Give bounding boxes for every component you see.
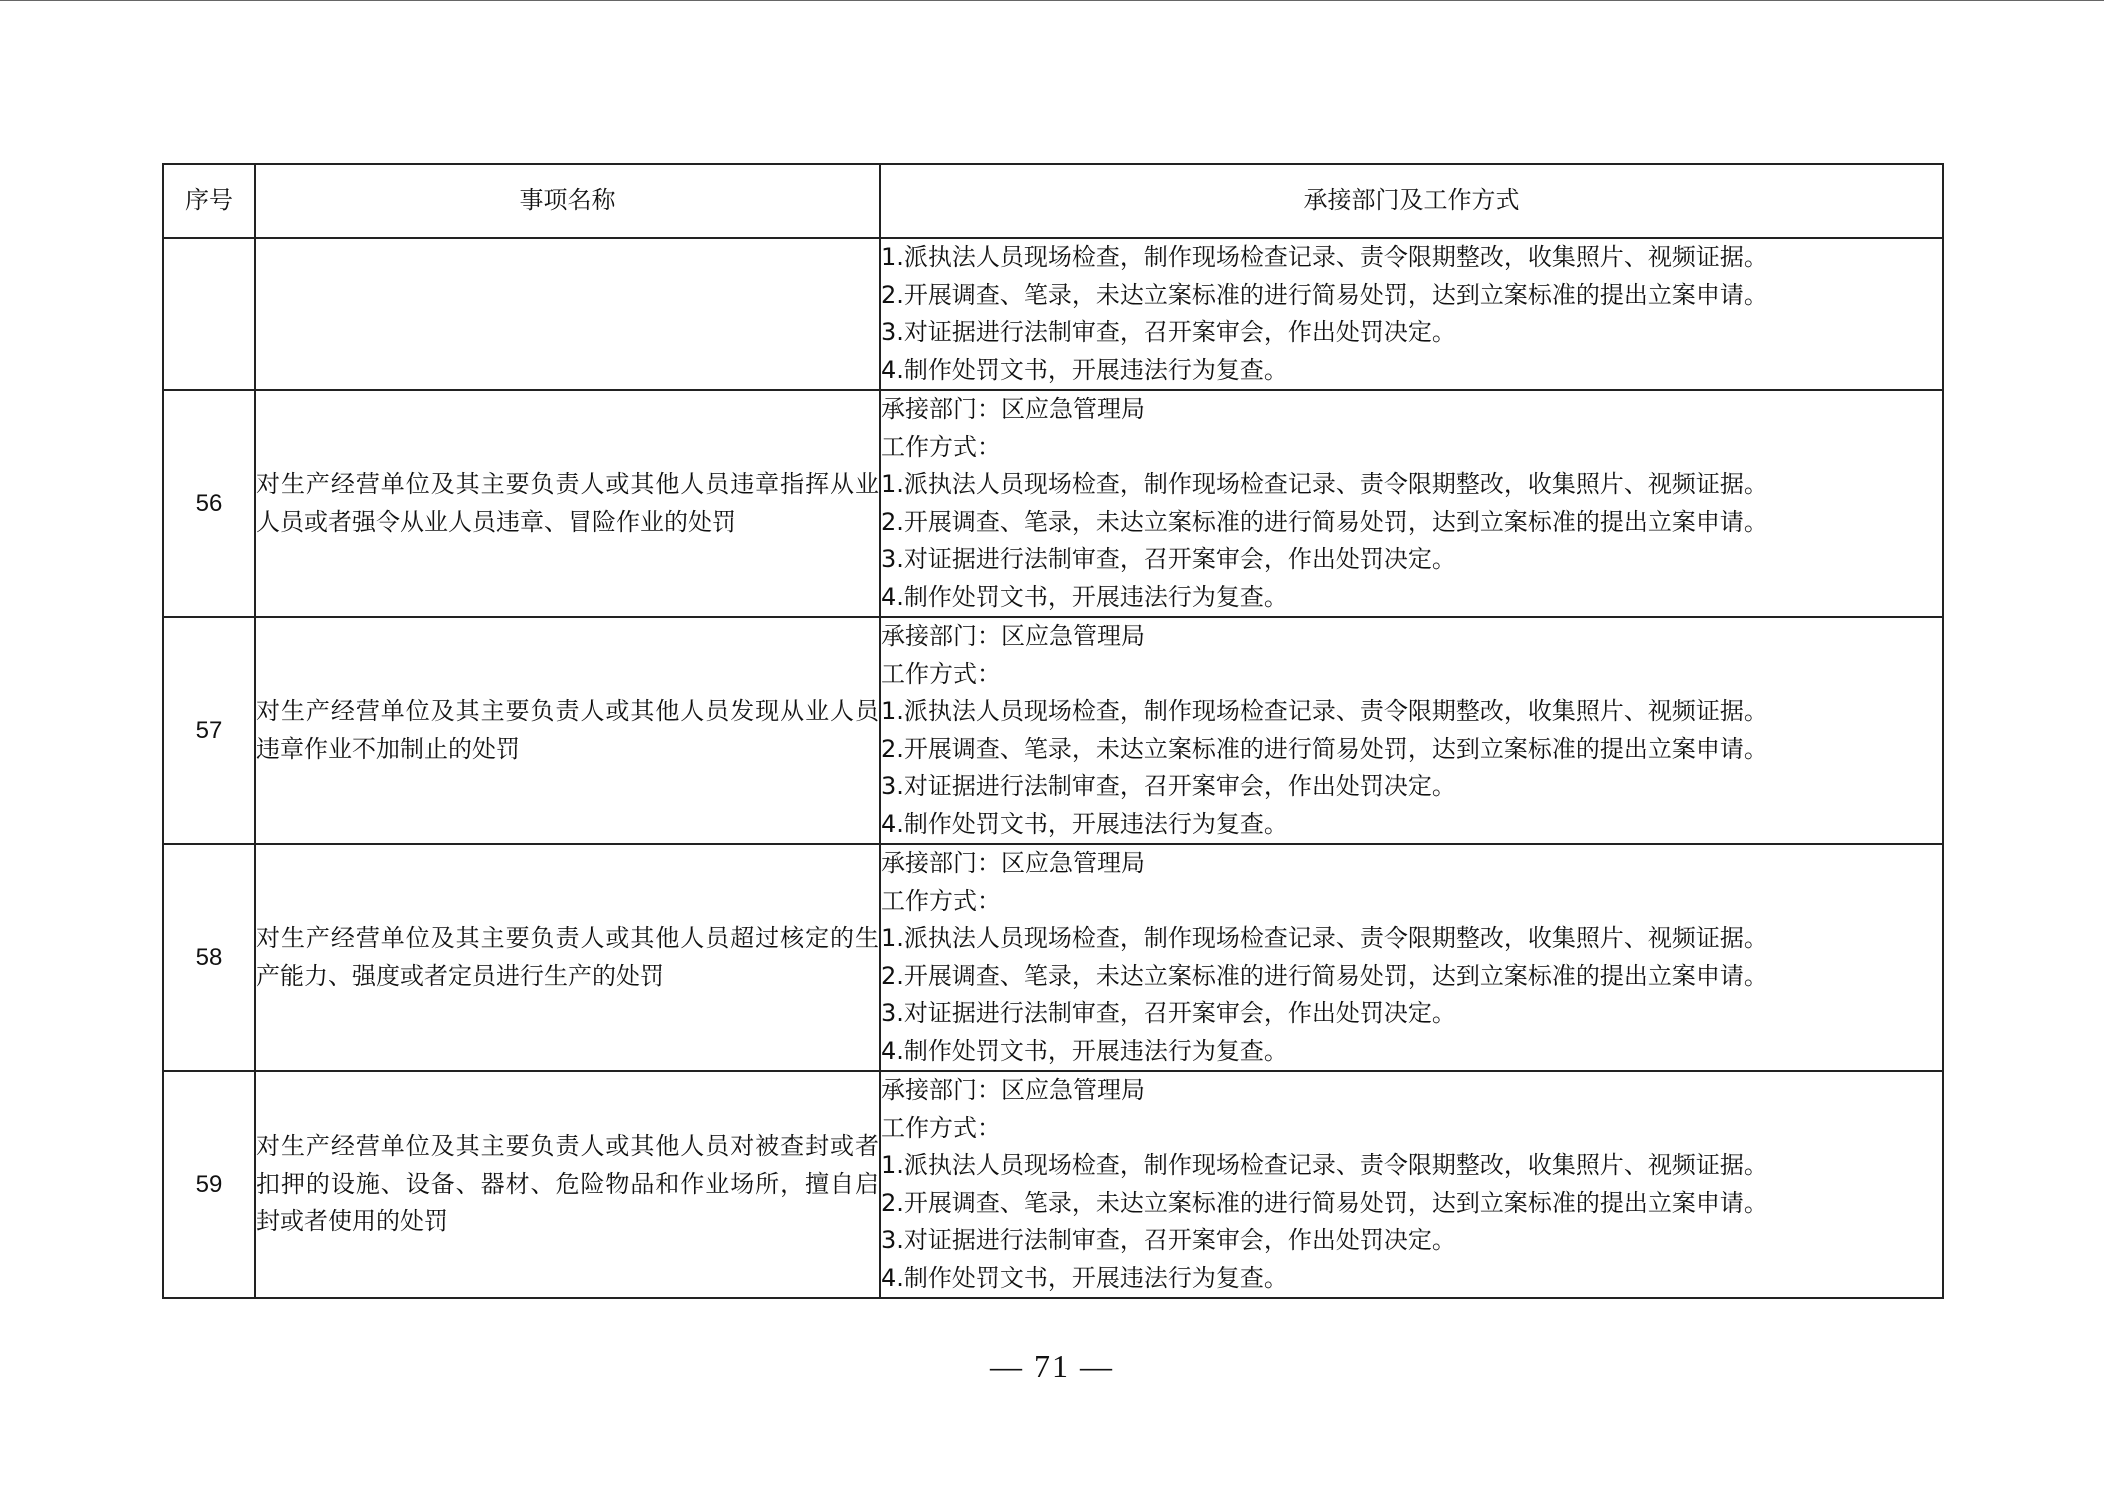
dept-line: 承接部门：区应急管理局: [881, 849, 1145, 877]
dept-line: 2.开展调查、笔录，未达立案标准的进行简易处罚，达到立案标准的提出立案申请。: [881, 734, 1768, 763]
dept-line: 1.派执法人员现场检查，制作现场检查记录、责令限期整改，收集照片、视频证据。: [881, 924, 1768, 952]
dept-line: 承接部门：区应急管理局: [881, 395, 1145, 423]
header-dept: 承接部门及工作方式: [880, 164, 1943, 238]
row-name: 对生产经营单位及其主要负责人或其他人员超过核定的生产能力、强度或者定员进行生产的处罚: [255, 844, 880, 1071]
dept-line: 3.对证据进行法制审查，召开案审会，作出处罚决定。: [881, 318, 1456, 346]
row-name: [255, 238, 880, 390]
dept-line: 2.开展调查、笔录，未达立案标准的进行简易处罚，达到立案标准的提出立案申请。: [881, 507, 1768, 536]
matters-table: [162, 163, 1944, 1299]
dept-line: 1.派执法人员现场检查，制作现场检查记录、责令限期整改，收集照片、视频证据。: [881, 1151, 1768, 1179]
dept-line: 承接部门：区应急管理局: [881, 1076, 1145, 1104]
row-name: 对生产经营单位及其主要负责人或其他人员违章指挥从业人员或者强令从业人员违章、冒险作业的处罚: [255, 390, 880, 617]
dept-line: 工作方式：: [881, 886, 1001, 915]
dept-line: 3.对证据进行法制审查，召开案审会，作出处罚决定。: [881, 545, 1456, 573]
row-dept: [880, 238, 1943, 390]
dept-line: 1.派执法人员现场检查，制作现场检查记录、责令限期整改，收集照片、视频证据。: [881, 697, 1768, 725]
dept-line: 2.开展调查、笔录，未达立案标准的进行简易处罚，达到立案标准的提出立案申请。: [881, 961, 1768, 990]
table-row: [163, 1071, 1943, 1298]
row-dept: [880, 617, 1943, 844]
header-name: 事项名称: [255, 164, 880, 238]
row-name: 对生产经营单位及其主要负责人或其他人员发现从业人员违章作业不加制止的处罚: [255, 617, 880, 844]
dept-line: 工作方式：: [881, 1113, 1001, 1142]
row-seq: 56: [163, 390, 255, 617]
header-seq: 序号: [163, 164, 255, 238]
table-row: [163, 617, 1943, 844]
table-header-row: [163, 164, 1943, 238]
dept-line: 2.开展调查、笔录，未达立案标准的进行简易处罚，达到立案标准的提出立案申请。: [881, 1188, 1768, 1217]
table-row-continuation: [163, 238, 1943, 390]
page-number: — 71 —: [990, 1348, 1114, 1384]
dept-line: 4.制作处罚文书，开展违法行为复查。: [881, 1036, 1288, 1065]
dept-line: 工作方式：: [881, 659, 1001, 688]
dept-line: 1.派执法人员现场检查，制作现场检查记录、责令限期整改，收集照片、视频证据。: [881, 470, 1768, 498]
dept-line: 4.制作处罚文书，开展违法行为复查。: [881, 355, 1288, 384]
dept-line: 1.派执法人员现场检查，制作现场检查记录、责令限期整改，收集照片、视频证据。: [881, 243, 1768, 271]
dept-line: 4.制作处罚文书，开展违法行为复查。: [881, 582, 1288, 611]
top-border-line: [0, 0, 2104, 1]
row-seq: 58: [163, 844, 255, 1071]
row-seq: 59: [163, 1071, 255, 1298]
dept-line: 4.制作处罚文书，开展违法行为复查。: [881, 1263, 1288, 1292]
row-seq: 57: [163, 617, 255, 844]
dept-line: 2.开展调查、笔录，未达立案标准的进行简易处罚，达到立案标准的提出立案申请。: [881, 280, 1768, 309]
dept-line: 工作方式：: [881, 432, 1001, 461]
dept-line: 3.对证据进行法制审查，召开案审会，作出处罚决定。: [881, 772, 1456, 800]
dept-line: 3.对证据进行法制审查，召开案审会，作出处罚决定。: [881, 1226, 1456, 1254]
row-name: 对生产经营单位及其主要负责人或其他人员对被查封或者扣押的设施、设备、器材、危险物品和作业场所，擅自启封或者使用的处罚: [255, 1071, 880, 1298]
table-row: [163, 844, 1943, 1071]
dept-line: 承接部门：区应急管理局: [881, 622, 1145, 650]
row-seq: [163, 238, 255, 390]
table-row: [163, 390, 1943, 617]
dept-line: 4.制作处罚文书，开展违法行为复查。: [881, 809, 1288, 838]
row-dept: [880, 390, 1943, 617]
row-dept: [880, 1071, 1943, 1298]
dept-line: 3.对证据进行法制审查，召开案审会，作出处罚决定。: [881, 999, 1456, 1027]
row-dept: [880, 844, 1943, 1071]
